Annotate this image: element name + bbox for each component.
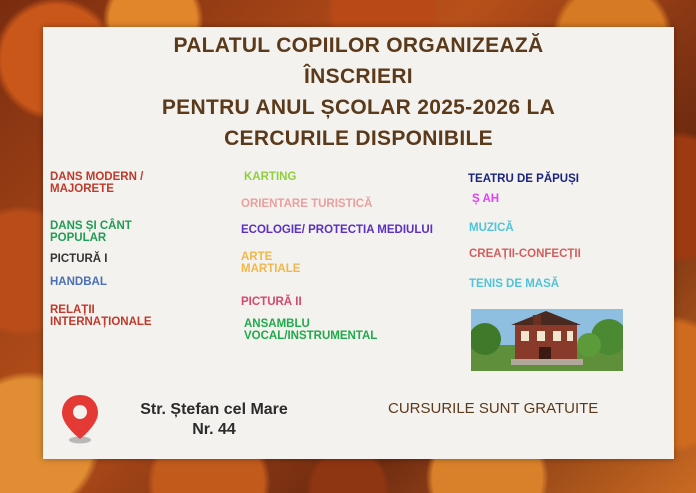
title-line-4: CERCURILE DISPONIBILE	[224, 127, 493, 150]
circle-item-handbal: HANDBAL	[50, 276, 107, 288]
title-line-1: PALATUL COPIILOR ORGANIZEAZĂ	[173, 34, 544, 57]
circle-item-karting: KARTING	[244, 171, 297, 183]
circle-item-ansamblu: ANSAMBLU VOCAL/INSTRUMENTAL	[244, 318, 378, 342]
circle-item-orientare-turistica: ORIENTARE TURISTICĂ	[241, 198, 373, 210]
circle-item-tenis-masa: TENIS DE MASĂ	[469, 278, 560, 290]
circle-item-dans-modern: DANS MODERN / MAJORETE	[50, 171, 144, 195]
circle-item-pictura-2: PICTURĂ II	[241, 296, 302, 308]
address-street: Str. Ștefan cel Mare	[140, 401, 288, 418]
circle-item-pictura-1: PICTURĂ I	[50, 253, 108, 265]
address	[128, 400, 300, 440]
address-number: Nr. 44	[192, 421, 236, 438]
building-photo	[471, 309, 623, 371]
flyer-title	[43, 30, 674, 154]
circle-item-muzica: MUZICĂ	[469, 222, 514, 234]
circle-item-sah: Ș AH	[472, 193, 500, 205]
circle-item-creatii-confectii: CREAȚII-CONFECȚII	[469, 248, 581, 260]
circle-item-relatii-internationale: RELAȚII INTERNAȚIONALE	[50, 304, 152, 328]
free-courses-note: CURSURILE SUNT GRATUITE	[388, 400, 599, 417]
title-line-2: ÎNSCRIERI	[304, 65, 413, 88]
circle-item-dans-cant-popular: DANS ȘI CÂNT POPULAR	[50, 220, 132, 244]
circle-item-arte-martiale: ARTE MARTIALE	[241, 251, 301, 275]
title-line-3: PENTRU ANUL ȘCOLAR 2025-2026 LA	[161, 96, 556, 119]
map-pin-icon	[60, 393, 100, 445]
circle-item-teatru-papusi: TEATRU DE PĂPUȘI	[468, 173, 579, 185]
circle-item-ecologie: ECOLOGIE/ PROTECTIA MEDIULUI	[241, 224, 433, 236]
